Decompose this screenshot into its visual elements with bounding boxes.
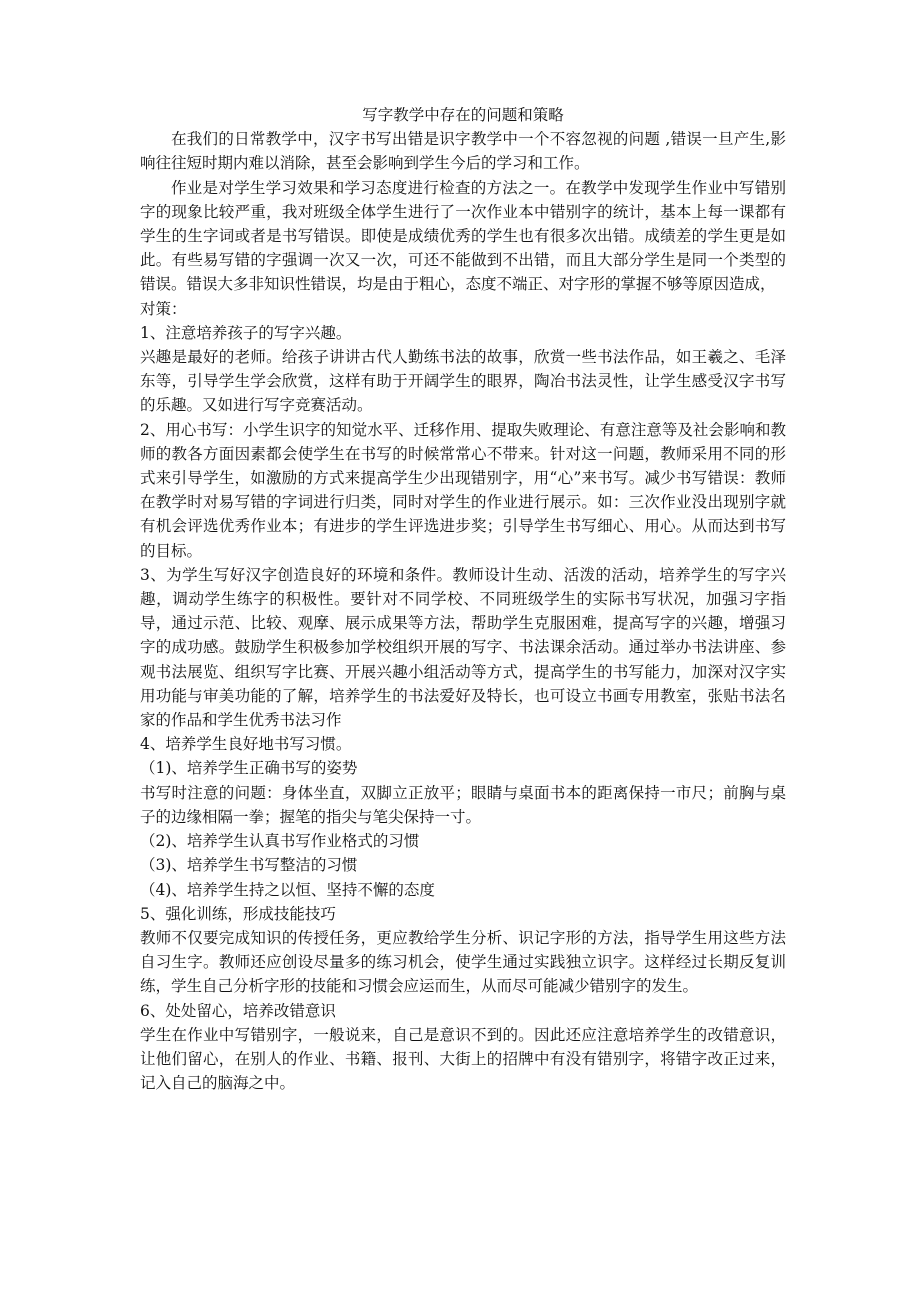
section-4-heading: 4、培养学生良好地书写习惯。 bbox=[140, 735, 352, 754]
section-4-sub-3: （3)、培养学生书写整洁的习惯 bbox=[140, 856, 358, 875]
section-1-body: 兴趣是最好的老师。给孩子讲讲古代人勤练书法的故事，欣赏一些书法作品，如王羲之、毛泽东等，引导学生学会欣赏，这样有助于开阔学生的眼界，陶冶书法灵性，让学生感受汉字书写的乐趣。又如进行写字竞赛活动。 bbox=[140, 348, 786, 415]
section-4-sub-1: （1)、培养学生正确书写的姿势 bbox=[140, 759, 358, 778]
section-6-body: 学生在作业中写错别字，一般说来，自己是意识不到的。因此还应注意培养学生的改错意识，让他们留心，在别人的作业、书籍、报刊、大街上的招牌中有没有错别字，将错字改正过来，记入自己的脑海之中。 bbox=[140, 1025, 786, 1093]
document-title: 写字教学中存在的问题和策略 bbox=[362, 106, 564, 124]
section-4-sub-4: （4)、培养学生持之以恒、坚持不懈的态度 bbox=[140, 880, 435, 899]
section-4-sub-1-body: 书写时注意的问题：身体坐直，双脚立正放平；眼睛与桌面书本的距离保持一市尺；前胸与桌子的边缘相隔一拳；握笔的指尖与笔尖保持一寸。 bbox=[140, 783, 786, 826]
section-5-heading: 5、强化训练，形成技能技巧 bbox=[140, 904, 336, 923]
section-2-body: 2、用心书写：小学生识字的知觉水平、迁移作用、提取失败理论、有意注意等及社会影响和教师的教各方面因素都会使学生在书写的时候常常心不带来。针对这一问题，教师采用不同的形式来引导学生，如激励的方式来提高学生少出现错别字，用“心”来书写。减少书写错误：教师在教学时对易写错的字词进行归类，同时对学生的作业进行展示。如：三次作业没出现别字就有机会评选优秀作业本；有进步的学生评选进步奖；引导学生书写细心、用心。从而达到书写的目标。 bbox=[140, 420, 786, 560]
section-4-sub-2: （2)、培养学生认真书写作业格式的习惯 bbox=[140, 832, 420, 851]
section-3-body: 3、为学生写好汉字创造良好的环境和条件。教师设计生动、活泼的活动，培养学生的写字兴趣，调动学生练字的积极性。要针对不同学校、不同班级学生的实际书写状况，加强习字指导，通过示范、比较、观摩、展示成果等方法，帮助学生克服困难，提高写字的兴趣，增强习字的成功感。鼓励学生积极参加学校组织开展的写字、书法课余活动。通过举办书法讲座、参观书法展览、组织写字比赛、开展兴趣小组活动等方式，提高学生的书写能力，加深对汉字实用功能与审美功能的了解，培养学生的书法爱好及特长，也可设立书画专用教室，张贴书法名家的作品和学生优秀书法习作 bbox=[140, 565, 786, 730]
section-6-heading: 6、处处留心，培养改错意识 bbox=[140, 1001, 336, 1020]
section-5-body: 教师不仅要完成知识的传授任务，更应教给学生分析、识记字形的方法，指导学生用这些方法自习生字。教师还应创设尽量多的练习机会，使学生通过实践独立识字。这样经过长期反复训练，学生自己分析字形的技能和习惯会应运而生，从而尽可能减少错别字的发生。 bbox=[140, 928, 786, 996]
intro-paragraph-2: 作业是对学生学习效果和学习态度进行检查的方法之一。在教学中发现学生作业中写错别字的现象比较严重，我对班级全体学生进行了一次作业本中错别字的统计，基本上每一课都有学生的生字词或者是书写错误。即使是成绩优秀的学生也有很多次出错。成绩差的学生更是如此。有些易写错的字强调一次又一次，可还不能做到不出错，而且大部分学生是同一个类型的错误。错误大多非知识性错误，均是由于粗心，态度不端正、对字形的掌握不够等原因造成， bbox=[140, 178, 786, 294]
intro-paragraph-1: 在我们的日常教学中，汉字书写出错是识字教学中一个不容忽视的问题 ,错误一旦产生,影响往往短时期内难以消除，甚至会影响到学生今后的学习和工作。 bbox=[140, 130, 786, 173]
document-page bbox=[140, 103, 786, 1095]
strategy-label: 对策： bbox=[140, 299, 187, 318]
section-1-heading: 1、注意培养孩子的写字兴趣。 bbox=[140, 323, 352, 342]
